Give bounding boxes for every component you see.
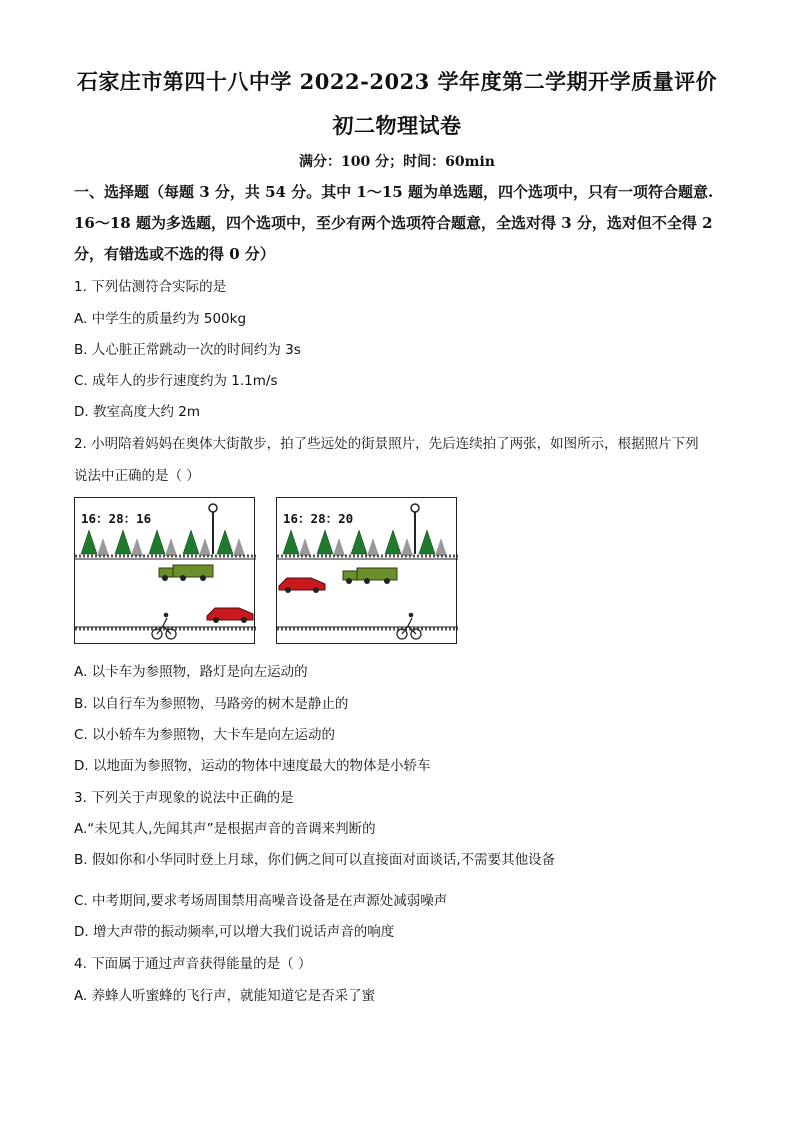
question-1-stem: 1. 下列估测符合实际的是 <box>74 279 227 295</box>
question-2-stem-cont: 说法中正确的是（ ） <box>74 468 200 484</box>
photo-timestamp: 16：28：16 <box>81 511 152 526</box>
q1-option-b: B. 人心脏正常跳动一次的时间约为 3s <box>74 342 301 358</box>
score-time-info: 满分：100 分；时间：60min <box>299 154 495 170</box>
q3-option-d: D. 增大声带的振动频率,可以增大我们说话声音的响度 <box>74 924 395 940</box>
street-photo-2 <box>276 497 457 644</box>
exam-title: 石家庄市第四十八中学 2022-2023 学年度第二学期开学质量评价 <box>76 69 718 94</box>
street-photo-1 <box>74 497 255 644</box>
q1-option-d: D. 教室高度大约 2m <box>74 404 201 420</box>
q1-option-a: A. 中学生的质量约为 500kg <box>74 311 247 327</box>
q2-option-c: C. 以小轿车为参照物，大卡车是向左运动的 <box>74 727 336 743</box>
q1-option-c: C. 成年人的步行速度约为 1.1m/s <box>74 373 278 389</box>
question-3-stem: 3. 下列关于声现象的说法中正确的是 <box>74 790 294 806</box>
q3-option-c: C. 中考期间,要求考场周围禁用高噪音设备是在声源处减弱噪声 <box>74 893 448 909</box>
exam-subtitle: 初二物理试卷 <box>332 113 462 138</box>
q3-option-a: A.“未见其人,先闻其声”是根据声音的音调来判断的 <box>74 821 376 837</box>
question-2-stem: 2. 小明陪着妈妈在奥体大街散步，拍了些远处的街景照片，先后连续拍了两张，如图所示，根据照片下列 <box>74 436 699 452</box>
q2-option-a: A. 以卡车为参照物，路灯是向左运动的 <box>74 664 308 680</box>
street-scene-1-graphic <box>75 498 256 645</box>
q2-option-d: D. 以地面为参照物，运动的物体中速度最大的物体是小轿车 <box>74 758 431 774</box>
section-instructions: 一、选择题（每题 3 分，共 54 分。其中 1～15 题为单选题，四个选项中，只有一项符合题意. 16～18 题为多选题，四个选项中，至少有两个选项符合题意，全选对得 3 分，选对但不全得 2 分，有错选或不选的得 0 分） <box>74 183 714 263</box>
q2-option-b: B. 以自行车为参照物，马路旁的树木是静止的 <box>74 696 349 712</box>
q4-option-a: A. 养蜂人听蜜蜂的飞行声，就能知道它是否采了蜜 <box>74 988 376 1004</box>
q3-option-b: B. 假如你和小华同时登上月球，你们俩之间可以直接面对面谈话,不需要其他设备 <box>74 852 556 868</box>
photo-timestamp: 16：28：20 <box>283 511 354 526</box>
question-4-stem: 4. 下面属于通过声音获得能量的是（ ） <box>74 956 312 972</box>
street-scene-2-graphic <box>277 498 458 645</box>
